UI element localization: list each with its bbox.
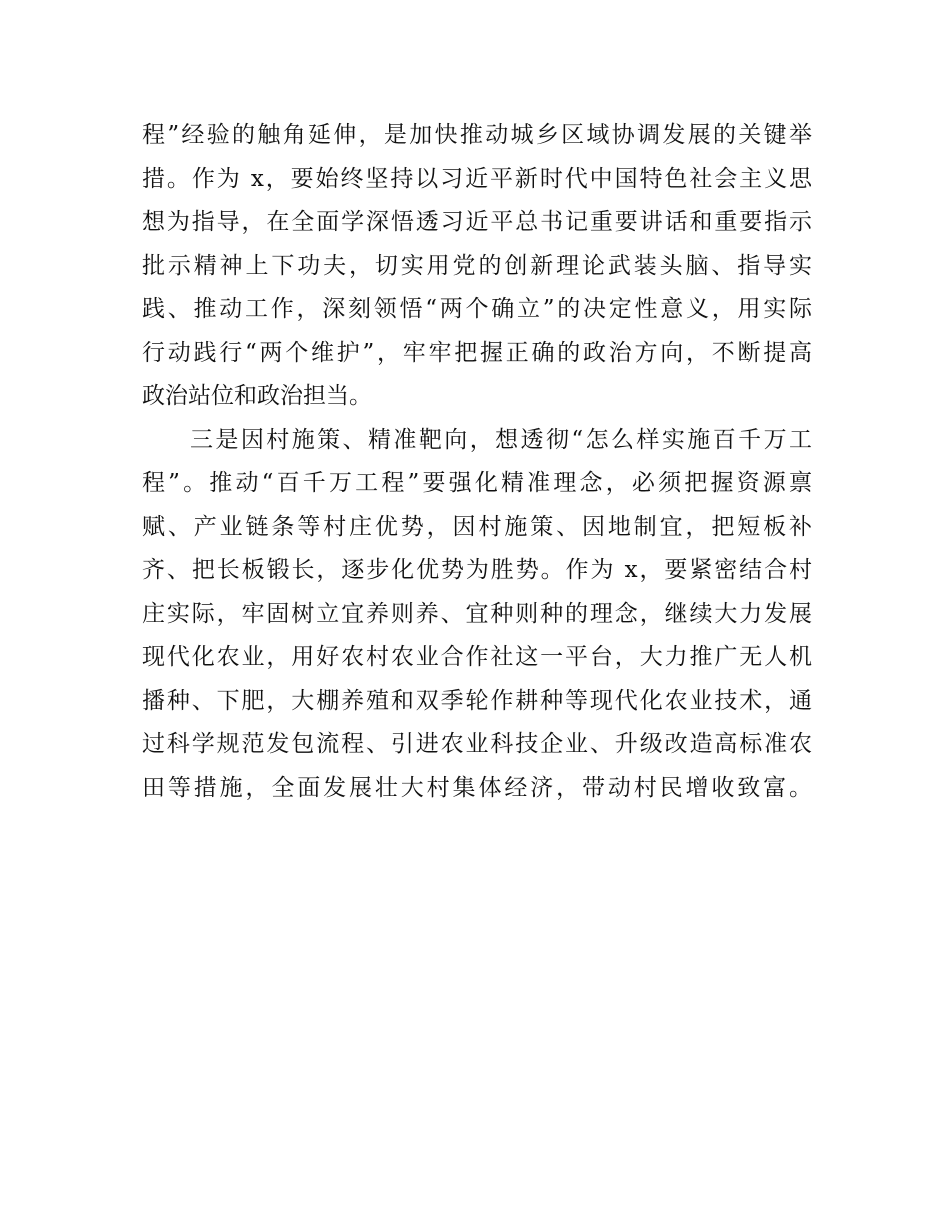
text-line: 批示精神上下功夫，切实用党的创新理论武装头脑、指导实 [142,252,812,279]
text-line: 三是因村施策、精准靶向，想透彻“怎么样实施百千万工 [190,426,812,453]
text-line: 措。作为 x，要始终坚持以习近平新时代中国特色社会主义思 [142,165,812,192]
text-line: 庄实际，牢固树立宜养则养、宜种则种的理念，继续大力发展 [142,600,812,627]
text-line: 程”。推动“百千万工程”要强化精准理念，必须把握资源禀 [142,470,812,496]
text-line: 现代化农业，用好农村农业合作社这一平台，大力推广无人机 [142,644,812,670]
text-line: 政治站位和政治担当。 [142,383,372,409]
text-line: 过科学规范发包流程、引进农业科技企业、升级改造高标准农 [142,731,812,757]
text-line: 行动践行“两个维护”，牢牢把握正确的政治方向，不断提高 [142,339,812,366]
text-line: 播种、下肥，大棚养殖和双季轮作耕种等现代化农业技术，通 [142,687,812,714]
paragraph-2 [142,419,812,854]
paragraph-1 [142,114,812,419]
text-line: 赋、产业链条等村庄优势，因村施策、因地制宜，把短板补 [142,513,812,540]
text-line: 田等措施，全面发展壮大村集体经济，带动村民增收致富。 [142,774,812,801]
text-line [142,810,812,854]
text-line: 想为指导，在全面学深悟透习近平总书记重要讲话和重要指示 [142,209,812,235]
text-line: 程”经验的触角延伸，是加快推动城乡区域协调发展的关键举 [142,122,812,148]
text-line: 齐、把长板锻长，逐步化优势为胜势。作为 x，要紧密结合村 [142,557,812,583]
text-line: 践、推动工作，深刻领悟“两个确立”的决定性意义，用实际 [142,296,812,322]
body-text [142,114,812,854]
